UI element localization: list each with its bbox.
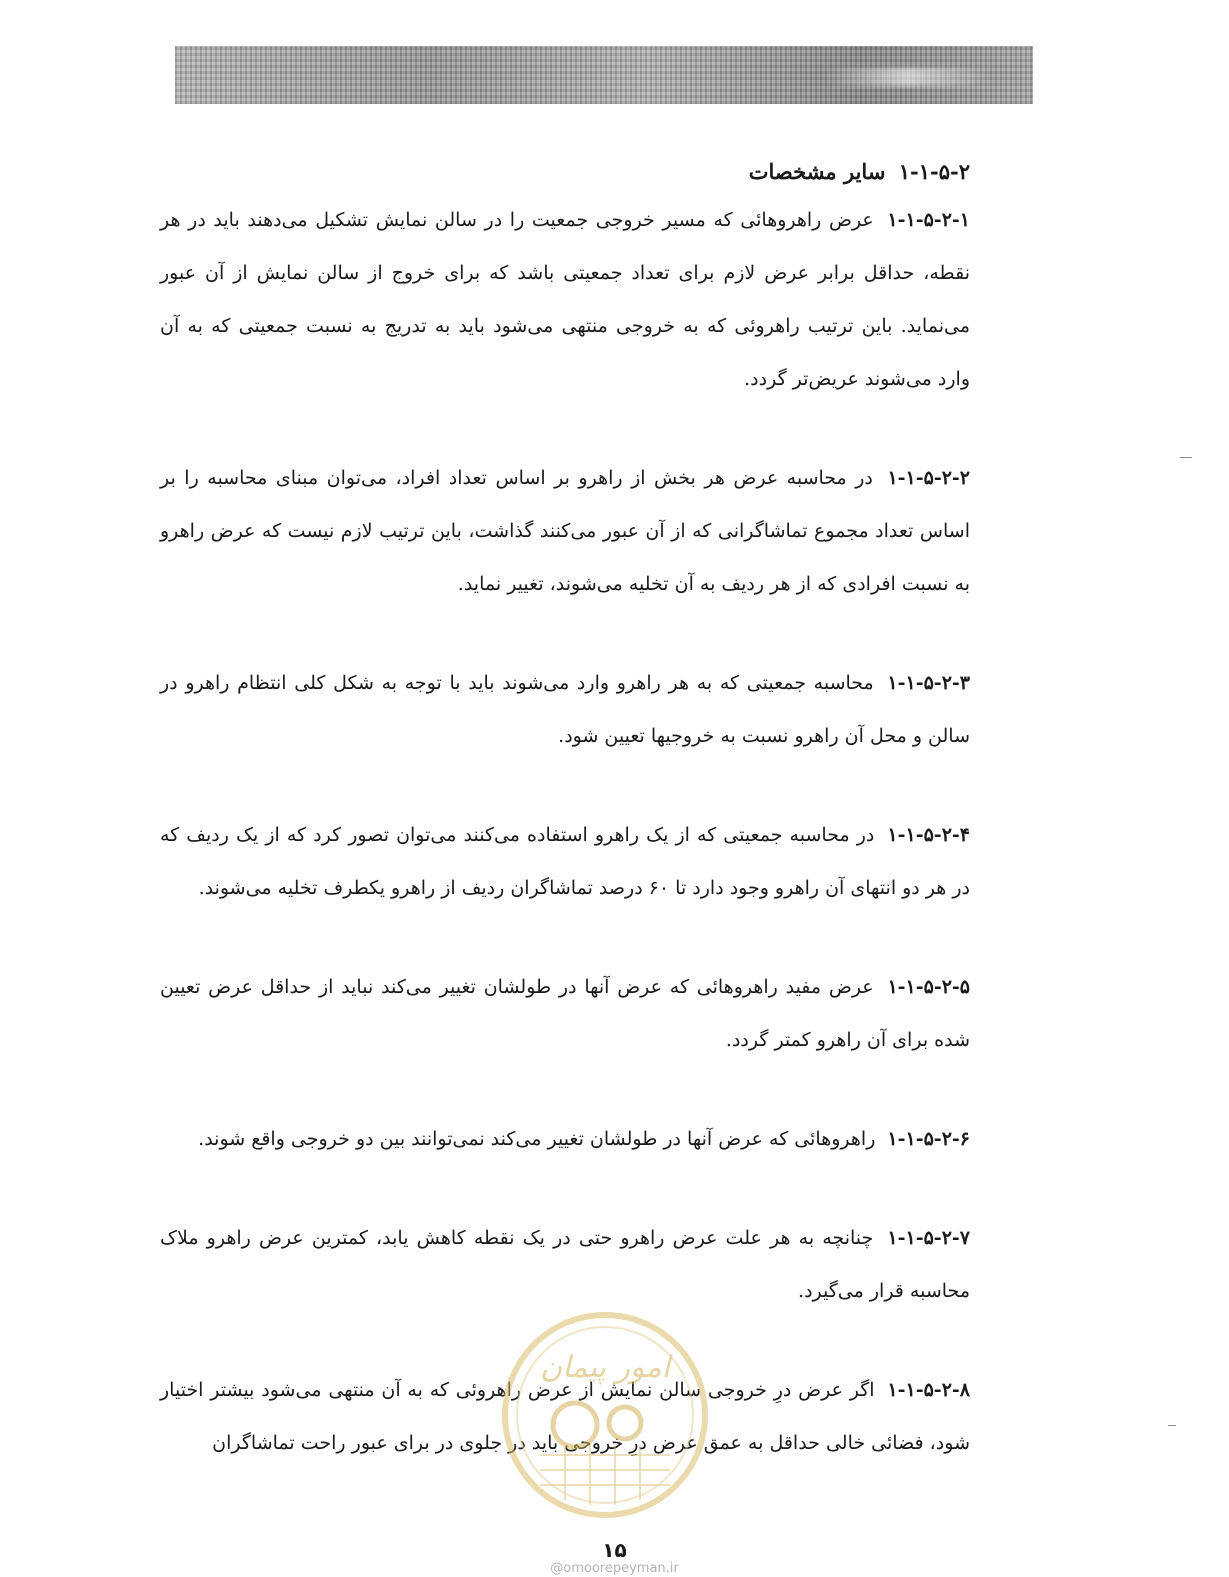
paragraph-text: اگر عرض درِ خروجی سالن نمایش از عرض راهروئی که به آن منتهی می‌شود بیشتر اختیار شود، فضائی خالی حداقل به عمق عرض درِ خروجی باید در جلوی در برای عبور راحت تماشاگران	[160, 1379, 970, 1454]
paragraph-number: ۱-۱-۵-۲-۸	[887, 1379, 970, 1401]
header-band	[175, 46, 1033, 104]
margin-mark	[1180, 457, 1192, 458]
paragraph-7	[160, 1212, 970, 1318]
paragraph-3	[160, 657, 970, 763]
watermark-url: @omoorepeyman.ir	[550, 1561, 679, 1576]
paragraph-number: ۱-۱-۵-۲-۴	[887, 824, 970, 846]
section-heading	[160, 150, 970, 194]
paragraph-2	[160, 452, 970, 611]
paragraph-number: ۱-۱-۵-۲-۲	[887, 467, 971, 489]
paragraph-text: در محاسبه عرض هر بخش از راهرو بر اساس تعداد افراد، می‌توان مبنای محاسبه را بر اساس تعداد مجموع تماشاگرانی که از آن عبور می‌کنند گذاشت، باین ترتیب لازم نیست که عرض راهرو به نسبت افرادی که از هر ردیف به آن تخلیه می‌شوند، تغییر نماید.	[160, 467, 970, 595]
paragraph-text: چنانچه به هر علت عرض راهرو حتی در یک نقطه کاهش یابد، کمترین عرض راهرو ملاک محاسبه قرار می‌گیرد.	[160, 1227, 970, 1302]
paragraph-text: عرض راهروهائی که مسیر خروجی جمعیت را در سالن نمایش تشکیل می‌دهند باید در هر نقطه، حداقل برابر عرض لازم برای تعداد جمعیتی باشد که برای خروج از سالن نمایش از آن عبور می‌نماید. باین ترتیب راهروئی که به خروجی منتهی می‌شود باید به تدریج به نسبت جمعیتی که به آن وارد می‌شوند عریض‌تر گردد.	[160, 209, 970, 390]
margin-mark	[1168, 1425, 1176, 1426]
paragraph-text: راهروهائی که عرض آنها در طولشان تغییر می‌کند نمی‌توانند بین دو خروجی واقع شوند.	[198, 1128, 876, 1150]
paragraph-number: ۱-۱-۵-۲-۵	[887, 976, 971, 998]
section-heading-title: سایر مشخصات	[748, 159, 886, 184]
paragraph-8	[160, 1364, 970, 1470]
paragraph-6	[160, 1113, 970, 1166]
paragraph-text: عرض مفید راهروهائی که عرض آنها در طولشان تغییر می‌کند نباید از حداقل عرض تعیین شده برای آن راهرو کمتر گردد.	[160, 976, 970, 1051]
header-title-blur	[823, 68, 993, 86]
paragraph-1	[160, 194, 970, 406]
paragraph-number: ۱-۱-۵-۲-۶	[887, 1128, 970, 1150]
paragraph-5	[160, 961, 970, 1067]
paragraph-number: ۱-۱-۵-۲-۷	[887, 1227, 970, 1249]
paragraph-4	[160, 809, 970, 915]
document-body	[160, 150, 970, 1470]
paragraph-number: ۱-۱-۵-۲-۳	[887, 672, 970, 694]
paragraph-text: محاسبه جمعیتی که به هر راهرو وارد می‌شوند باید با توجه به شکل کلی انتظام راهرو در سالن و محل آن راهرو نسبت به خروجیها تعیین شود.	[160, 672, 970, 747]
watermark-logo-text: امور پیمان	[540, 1350, 670, 1385]
paragraph-text: در محاسبه جمعیتی که از یک راهرو استفاده می‌کنند می‌توان تصور کرد که از یک ردیف که در هر دو انتهای آن راهرو وجود دارد تا ۶۰ درصد تماشاگران ردیف از راهرو یکطرف تخلیه می‌شوند.	[160, 824, 970, 899]
paragraph-number: ۱-۱-۵-۲-۱	[887, 209, 970, 231]
section-heading-number: ۱-۱-۵-۲	[898, 159, 970, 184]
page-number: ۱۵	[602, 1538, 627, 1562]
